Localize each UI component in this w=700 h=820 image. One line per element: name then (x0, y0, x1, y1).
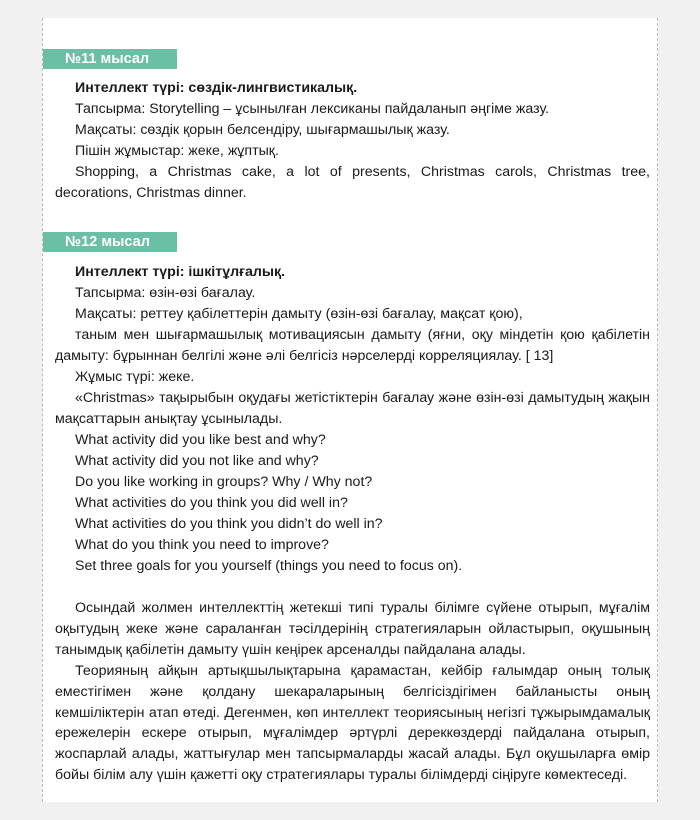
conclusion-paragraph-1: Осындай жолмен интеллекттің жетекші типі туралы білімге сүйене отырып, мұғалім оқытудың жеке және сараланған тәсілдерінің стратегияларын ойластырып, оқушының танымдық қабілетін дамыту үшін кеңірек арсеналды пайдалана алады. (55, 600, 650, 658)
question-item: What do you think you need to improve? (75, 537, 329, 553)
example-11-task: Тапсырма: Storytelling – ұсынылған лексиканы пайдаланып әңгіме жазу. (75, 101, 550, 117)
question-item: What activity did you not like and why? (75, 453, 319, 469)
question-item: What activities do you think you did well in? (75, 495, 348, 511)
example-11-badge: №11 мысал (43, 49, 177, 69)
example-12-type: Интеллект түрі: ішкітұлғалық. (75, 264, 286, 280)
question-item: Do you like working in groups? Why / Why not? (75, 474, 373, 490)
example-12-instruction: «Christmas» тақырыбын оқудағы жетістіктерін бағалау және өзін-өзі дамытудың жақын мақсаттарын анықтау ұсынылады. (55, 390, 650, 427)
example-12-badge: №12 мысал (43, 232, 177, 252)
conclusion-paragraph-2: Теорияның айқын артықшылықтарына қарамастан, кейбір ғалымдар оның толық еместігімен және қолдану шекараларының белгісіздігімен байланысты оның кемшіліктерін атап өтеді. Дегенмен, көп интеллект теориясының негізгі тұжырымдамалық ережелерін ескере отырып, мұғалімдер әртүрлі дереккөздерді пайдалана отырып, жоспарлай алады, жаттығулар мен тапсырмаларды жасай алады. Бұл оқушыларға өмір бойы білім алу үшін қажетті оқу стратегиялары туралы білімдерді сіңіруге көмектеседі. (55, 663, 650, 783)
example-12-goal-continued: таным мен шығармашылық мотивациясын дамыту (яғни, оқу міндетін қою қабілетін дамыту: бұрыннан белгілі және әлі белгісіз нәрселерді корреляциялау. [ 13] (55, 327, 650, 364)
example-11-vocabulary: Shopping, a Christmas cake, a lot of presents, Christmas carols, Christmas tree, decorations, Christmas dinner. (55, 164, 650, 201)
example-11-type: Интеллект түрі: сөздік-лингвистикалық. (75, 80, 358, 96)
document-page (42, 18, 658, 802)
example-12-goal: Мақсаты: реттеу қабілеттерін дамыту (өзін-өзі бағалау, мақсат қою), (75, 306, 523, 322)
example-12-task: Тапсырма: өзін-өзі бағалау. (75, 285, 256, 301)
question-item: What activities do you think you didn’t do well in? (75, 516, 383, 532)
example-12-work-type: Жұмыс түрі: жеке. (75, 369, 195, 385)
example-11-work-form: Пішін жұмыстар: жеке, жұптық. (75, 143, 279, 159)
question-item: What activity did you like best and why? (75, 432, 326, 448)
question-item: Set three goals for you yourself (things you need to focus on). (75, 558, 463, 574)
example-11-goal: Мақсаты: сөздік қорын белсендіру, шығармашылық жазу. (75, 122, 450, 138)
